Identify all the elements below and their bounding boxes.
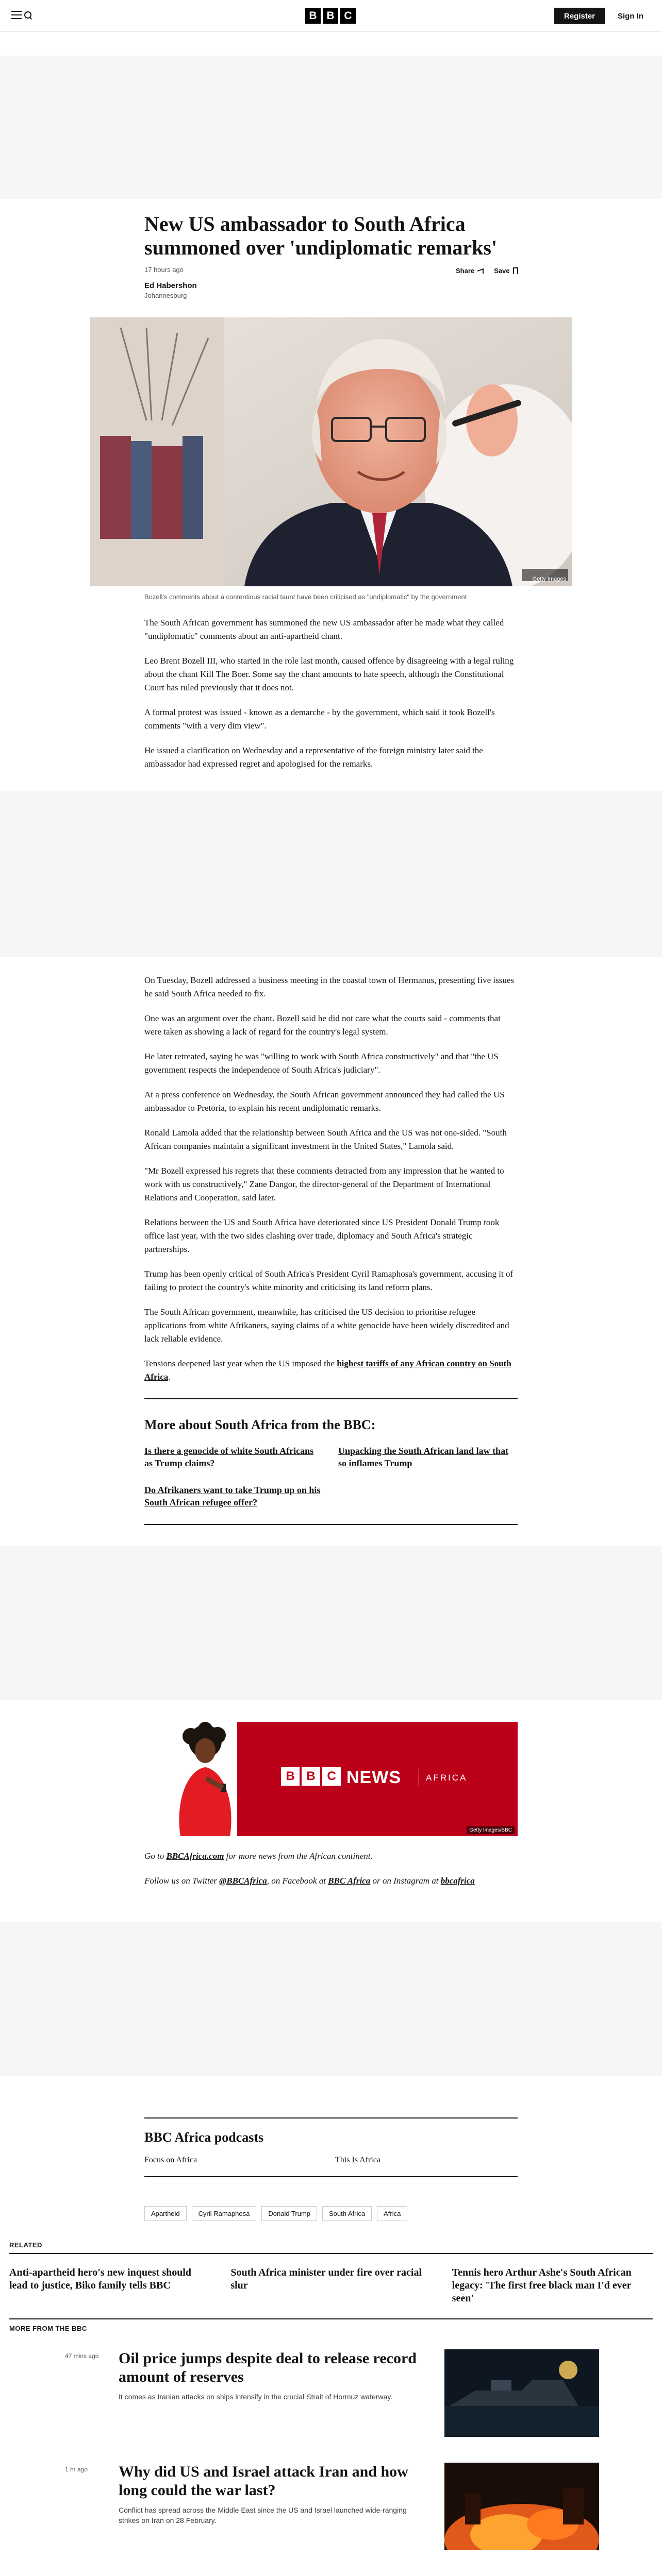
bbc-africa-promo[interactable] [144,1722,518,1836]
more-from-bbc-label: MORE FROM THE BBC [9,2325,87,2332]
section-divider [144,2117,518,2119]
story-headline[interactable]: Oil price jumps despite deal to release record amount of reserves [119,2350,417,2385]
register-button[interactable]: Register [554,8,605,24]
share-label: Share [456,267,475,275]
article-body-top [144,616,518,771]
story-card[interactable] [0,2349,662,2447]
bbcafrica-link[interactable]: BBCAfrica.com [166,1851,224,1861]
body-paragraph: One was an argument over the chant. Bozell said he did not care what the courts said - comments that were taken as showing a lack of regard for the country's legal system. [144,1013,501,1037]
podcast-list [144,2156,518,2165]
logo-letter: B [302,1767,320,1786]
topic-tags [144,2206,518,2221]
podcasts-heading: BBC Africa podcasts [144,2130,264,2145]
topic-tag[interactable]: Cyril Ramaphosa [192,2206,257,2221]
image-caption: Bozell's comments about a contentious racial taunt have been criticised as "undiplomatic" by the government [144,593,467,601]
body-paragraph: The South African government, meanwhile, has criticised the US decision to prioritise refugee applications from white Afrikaners, saying claims of a white genocide have been widely discredited and lack reliable evidence. [144,1307,509,1344]
body-paragraph [144,1357,518,1384]
promo-news-label: NEWS [346,1768,401,1787]
promo-links [144,1850,518,1888]
more-about-link[interactable]: Do Afrikaners want to take Trump up on his South African refugee offer? [144,1485,321,1507]
twitter-link[interactable]: @BBCAfrica [219,1876,267,1886]
promo-region-label: AFRICA [426,1773,468,1783]
story-age: 47 mins ago [65,2352,99,2360]
share-button[interactable] [456,267,484,275]
more-about-link[interactable]: Is there a genocide of white South Africans as Trump claims? [144,1446,314,1468]
logo-letter: C [340,8,356,24]
article-body-mid [144,974,518,1384]
promo-bbc-logo [281,1767,341,1786]
follow-line [144,1874,518,1888]
menu-search-button[interactable] [11,11,32,19]
section-divider [144,1524,518,1525]
related-link[interactable]: Anti-apartheid hero's new inquest should lead to justice, Biko family tells BBC [9,2267,192,2291]
body-paragraph: He issued a clarification on Wednesday and a representative of the foreign ministry later said the ambassador had expressed regret and apologised for the remarks. [144,745,483,769]
image-credit: Getty Images [532,576,566,582]
more-about-links [144,1445,518,1509]
body-paragraph: Relations between the US and South Africa have deteriorated since US President Donald Trump took office last year, with the two sides clashing over trade, diplomacy and South Africa's strategic partnerships. [144,1217,500,1254]
body-paragraph: A formal protest was issued - known as a demarche - by the government, which said it took Bozell's comments "with a very dim view". [144,707,495,731]
page-title: New US ambassador to South Africa summoned over 'undiplomatic remarks' [144,212,498,259]
podcast-link[interactable]: This Is Africa [335,2156,380,2164]
body-paragraph: Trump has been openly critical of South Africa's President Cyril Ramaphosa's government, accusing it of failing to protect the country's white minority and criticising its land reform plans. [144,1269,514,1292]
goto-line [144,1850,518,1863]
advert-slot [0,791,662,957]
share-icon [477,268,484,274]
story-thumbnail [444,2349,599,2437]
hero-image [90,317,572,586]
topic-tag[interactable]: Donald Trump [261,2206,317,2221]
article-header [144,212,518,260]
body-paragraph: The South African government has summoned the new US ambassador after he made what they called "undiplomatic" comments about an anti-apartheid chant. [144,618,504,641]
logo-letter: B [305,8,321,24]
goto-suffix: for more news from the African continent. [224,1851,373,1861]
story-summary: It comes as Iranian attacks on ships intensify in the crucial Strait of Hormuz waterway. [119,2393,393,2401]
section-divider [9,2253,653,2254]
topic-tag[interactable]: Africa [377,2206,407,2221]
story-card[interactable] [0,2463,662,2561]
promo-credit: Getty Images/BBC [467,1826,515,1834]
save-label: Save [494,267,510,275]
bbc-logo[interactable] [305,8,356,24]
related-links [9,2266,653,2305]
topic-tag[interactable]: South Africa [322,2206,372,2221]
story-headline[interactable]: Why did US and Israel attack Iran and how long could the war last? [119,2463,408,2499]
section-divider [144,2176,518,2177]
topic-list [144,2206,518,2221]
more-about-section [144,1398,518,1525]
body-paragraph: "Mr Bozell expressed his regrets that these comments detracted from any impression that he wanted to work with us constructively," Zane Dangor, the director-general of the Department of International Relations and Cooperation, said later. [144,1166,504,1202]
search-icon [24,11,32,19]
follow-middle: , on Facebook at [267,1876,328,1886]
save-button[interactable] [494,267,518,275]
advert-slot [0,1546,662,1700]
story-age: 1 hr ago [65,2466,88,2473]
more-about-link[interactable]: Unpacking the South African land law that so inflames Trump [338,1446,509,1468]
podcast-link[interactable]: Focus on Africa [144,2156,197,2164]
timestamp: 17 hours ago [144,266,184,274]
section-divider [9,2318,653,2319]
advert-slot [0,1922,662,2076]
tariff-link[interactable]: highest tariffs of any African country on South Africa [144,1359,511,1382]
follow-or: or on Instagram at [370,1876,441,1886]
follow-prefix: Follow us on Twitter [144,1876,220,1886]
hamburger-icon [11,11,22,19]
logo-letter: B [281,1767,300,1786]
author-name: Ed Habershon [144,281,197,290]
logo-letter: B [323,8,338,24]
podcasts-section [144,2117,518,2177]
topic-tag[interactable]: Apartheid [144,2206,187,2221]
story-summary: Conflict has spread across the Middle East since the US and Israel launched wide-ranging strikes on Iran on 28 February. [119,2506,407,2524]
body-paragraph: Ronald Lamola added that the relationship between South Africa and the US was not one-sided. "South African companies maintain a significant investment in the United States," Lamola said. [144,1128,507,1151]
site-header [0,0,662,32]
goto-prefix: Go to [144,1851,167,1861]
body-paragraph: Leo Brent Bozell III, who started in the role last month, caused offence by disagreeing with a legal ruling about the chant Kill The Boer. Some say the chant amounts to hate speech, although the Constitutional Court has ruled previously that it does not. [144,656,514,692]
instagram-link[interactable]: bbcafrica [440,1876,475,1886]
more-about-heading: More about South Africa from the BBC: [144,1417,376,1432]
advert-slot [0,56,662,199]
signin-button[interactable]: Sign In [618,11,643,21]
related-label: RELATED [9,2241,42,2249]
body-paragraph: He later retreated, saying he was "willing to work with South Africa constructively" and that "the US government respects the independence of South Africa's judiciary". [144,1052,499,1075]
related-link[interactable]: Tennis hero Arthur Ashe's South African legacy: 'The first free black man I'd ever seen' [452,2267,632,2304]
story-thumbnail [444,2463,599,2550]
body-paragraph: On Tuesday, Bozell addressed a business meeting in the coastal town of Hermanus, presenting five issues he said South Africa needed to fix. [144,975,515,998]
related-section [9,2241,653,2305]
ambassador-photo [90,317,572,586]
bookmark-icon [513,267,518,274]
share-toolbar [456,267,518,275]
byline [144,281,518,299]
related-link[interactable]: South Africa minister under fire over racial slur [230,2267,422,2291]
logo-letter: C [322,1767,341,1786]
body-paragraph: At a press conference on Wednesday, the South African government announced they had called the US ambassador to Pretoria, to explain his recent undiplomatic remarks. [144,1090,505,1113]
section-divider [144,1398,518,1399]
facebook-link[interactable]: BBC Africa [328,1876,371,1886]
tariff-prefix: Tensions deepened last year when the US imposed the [144,1359,337,1368]
tariff-suffix: . [168,1372,171,1382]
more-from-bbc-header [9,2318,653,2332]
author-location: Johannesburg [144,292,187,299]
